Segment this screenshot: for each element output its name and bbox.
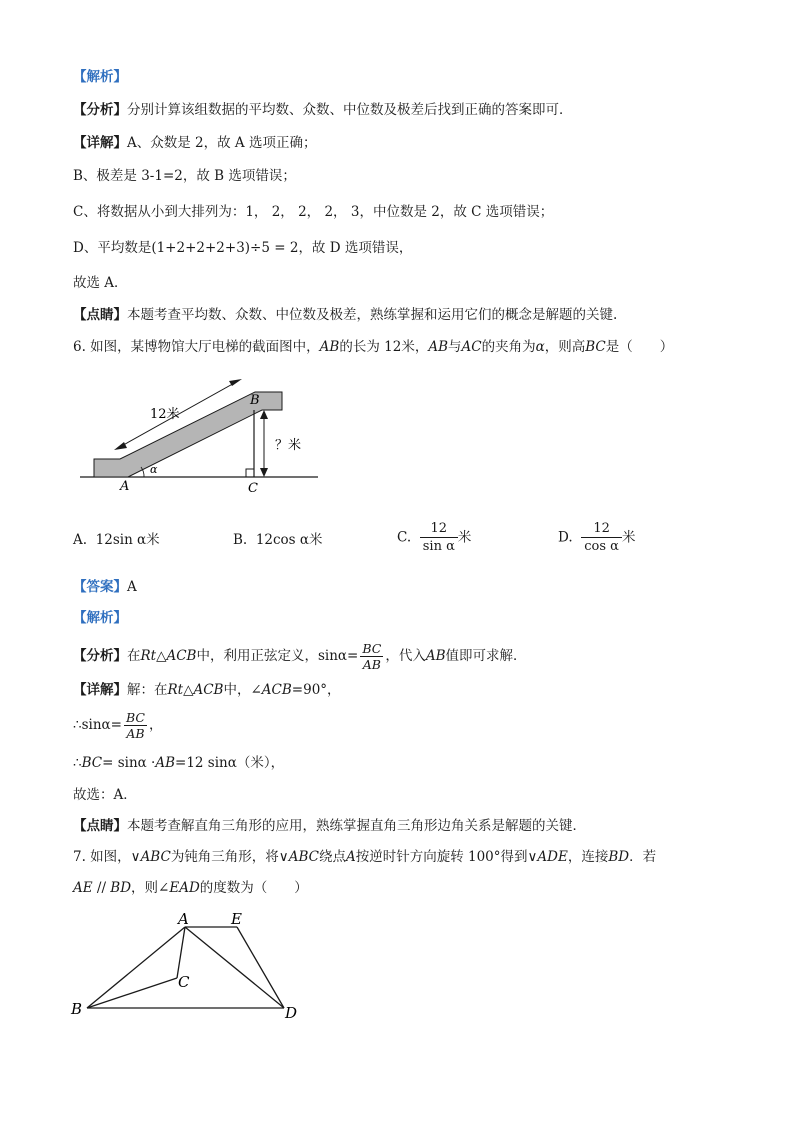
vertex-b-label: B (71, 1000, 83, 1018)
q6-conclusion: 故选：A． (73, 787, 137, 803)
q6-therefore-sine: ∴sinα= $\frac{BC}{AB}$ ， (73, 710, 163, 741)
q7-stem: 7. 如图，∨ABC为钝角三角形，将∨ABC绕点A按逆时针方向旋转 100°得到∨ADE，连接BD．若 (73, 849, 657, 865)
angle-alpha-label: α (150, 463, 158, 476)
q6-detail: 【详解】解：在Rt△ACB中，∠ACB=90°， (73, 682, 341, 698)
rotation-figure (66, 905, 316, 1030)
point-c-label: C (248, 481, 258, 496)
escalator-figure (80, 370, 320, 500)
q6-jiexi-heading: 【解析】 (73, 610, 127, 626)
q6-analysis: 【分析】在Rt△ACB中，利用正弦定义，sinα= $\frac{BC}{AB}$ ，代入AB值即可求解． (73, 641, 527, 672)
q6-therefore-bc: ∴BC= sinα ·AB=12 sinα（米）， (73, 755, 285, 771)
q5-conclusion: 故选 A． (73, 275, 128, 291)
option-c[interactable]: C. $\frac{12}{\text{sin α}}$ 米 (397, 521, 472, 554)
q6-answer: 【答案】A (73, 579, 137, 595)
height-label: ？米 (275, 438, 302, 453)
q6-stem: 6. 如图，某博物馆大厅电梯的截面图中，AB的长为 12米，AB与AC的夹角为α，则高BC是（ ） (73, 339, 674, 355)
sine-fraction: $\frac{BC}{AB}$ (362, 641, 382, 672)
q7-stem-line2: AE // BD，则∠EAD的度数为（ ） (73, 880, 308, 896)
point-a-label: A (120, 479, 130, 494)
mean-formula: (1+2+2+2+3)÷5 = 2 (151, 240, 299, 256)
q5-line-c: C、将数据从小到大排列为：1， 2， 2， 2， 3，中位数是 2，故 C 选项错误； (73, 204, 554, 220)
q5-detail: 【详解】A、众数是 2，故 A 选项正确； (73, 135, 317, 151)
option-d[interactable]: D. $\frac{12}{\text{cos α}}$ 米 (558, 521, 636, 554)
jiexi-heading: 【解析】 (73, 69, 127, 85)
q6-comment: 【点睛】本题考查解直角三角形的应用，熟练掌握直角三角形边角关系是解题的关键． (73, 818, 586, 834)
option-a[interactable]: A. 12sin α米 (73, 532, 160, 548)
length-label: 12米 (150, 407, 180, 422)
vertex-c-label: C (178, 973, 190, 991)
vertex-d-label: D (285, 1004, 298, 1022)
point-b-label: B (250, 393, 260, 408)
q5-line-d: D、平均数是(1+2+2+2+3)÷5 = 2，故 D 选项错误， (73, 240, 413, 256)
q5-comment: 【点睛】本题考查平均数、众数、中位数及极差，熟练掌握和运用它们的概念是解题的关键. (73, 307, 618, 323)
option-b[interactable]: B. 12cos α米 (233, 532, 323, 548)
q5-line-b: B、极差是 3-1=2，故 B 选项错误； (73, 168, 296, 184)
vertex-e-label: E (231, 910, 242, 928)
vertex-a-label: A (178, 910, 189, 928)
q5-analysis: 【分析】分别计算该组数据的平均数、众数、中位数及极差后找到正确的答案即可． (73, 102, 573, 118)
